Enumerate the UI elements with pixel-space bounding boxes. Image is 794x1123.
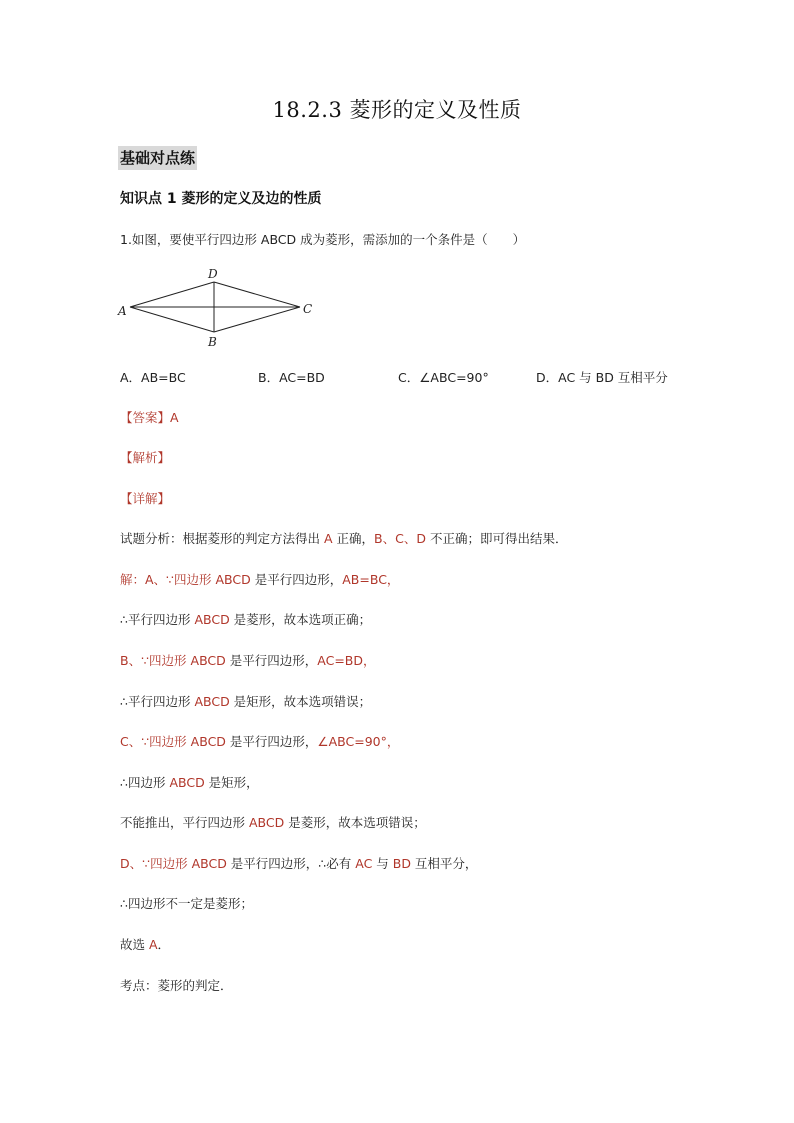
- section-heading: 基础对点练: [118, 146, 197, 170]
- solution-line-6: C、∵四边形 ABCD 是平行四边形，∠ABC=90°，: [120, 734, 400, 749]
- vertex-label-b: B: [208, 335, 217, 349]
- solution-line-5: ∴平行四边形 ABCD 是矩形，故本选项错误；: [120, 694, 372, 709]
- answer-label: 【答案】: [120, 410, 171, 425]
- rhombus-figure: [116, 262, 326, 352]
- option-a: A．AB=BC: [120, 370, 186, 385]
- solution-line-3: ∴平行四边形 ABCD 是菱形，故本选项正确；: [120, 612, 372, 627]
- edge-ad: [130, 282, 214, 307]
- solution-line-1: 试题分析：根据菱形的判定方法得出 A 正确，B、C、D 不正确；即可得出结果．: [120, 531, 568, 546]
- solution-line-2: 解：A、∵四边形 ABCD 是平行四边形，AB=BC，: [120, 572, 400, 587]
- knowledge-point-heading: 知识点 1 菱形的定义及边的性质: [120, 191, 322, 207]
- vertex-label-d: D: [208, 267, 218, 281]
- vertex-label-a: A: [118, 304, 127, 318]
- solution-line-12: 考点：菱形的判定．: [120, 978, 233, 993]
- question-text: 1.如图，要使平行四边形 ABCD 成为菱形，需添加的一个条件是（ ）: [120, 232, 526, 247]
- page-title: 18.2.3 菱形的定义及性质: [272, 98, 522, 122]
- vertex-label-c: C: [303, 302, 313, 316]
- solution-line-9: D、∵四边形 ABCD 是平行四边形，∴必有 AC 与 BD 互相平分，: [120, 856, 478, 871]
- detail-label: 【详解】: [120, 491, 171, 506]
- solution-line-10: ∴四边形不一定是菱形；: [120, 896, 253, 911]
- option-d: D．AC 与 BD 互相平分: [536, 370, 668, 385]
- analysis-label: 【解析】: [120, 450, 171, 465]
- solution-line-8: 不能推出，平行四边形 ABCD 是菱形，故本选项错误；: [120, 815, 426, 830]
- solution-line-11: 故选 A．: [120, 937, 171, 952]
- edge-dc: [214, 282, 300, 307]
- option-c: C．∠ABC=90°: [398, 370, 489, 385]
- answer-line: [120, 408, 179, 426]
- option-b: B．AC=BD: [258, 370, 325, 385]
- solution-line-4: B、∵四边形 ABCD 是平行四边形，AC=BD，: [120, 653, 376, 668]
- edge-cb: [214, 307, 300, 332]
- edge-ba: [130, 307, 214, 332]
- answer-value: A: [170, 410, 179, 425]
- solution-line-7: ∴四边形 ABCD 是矩形，: [120, 775, 259, 790]
